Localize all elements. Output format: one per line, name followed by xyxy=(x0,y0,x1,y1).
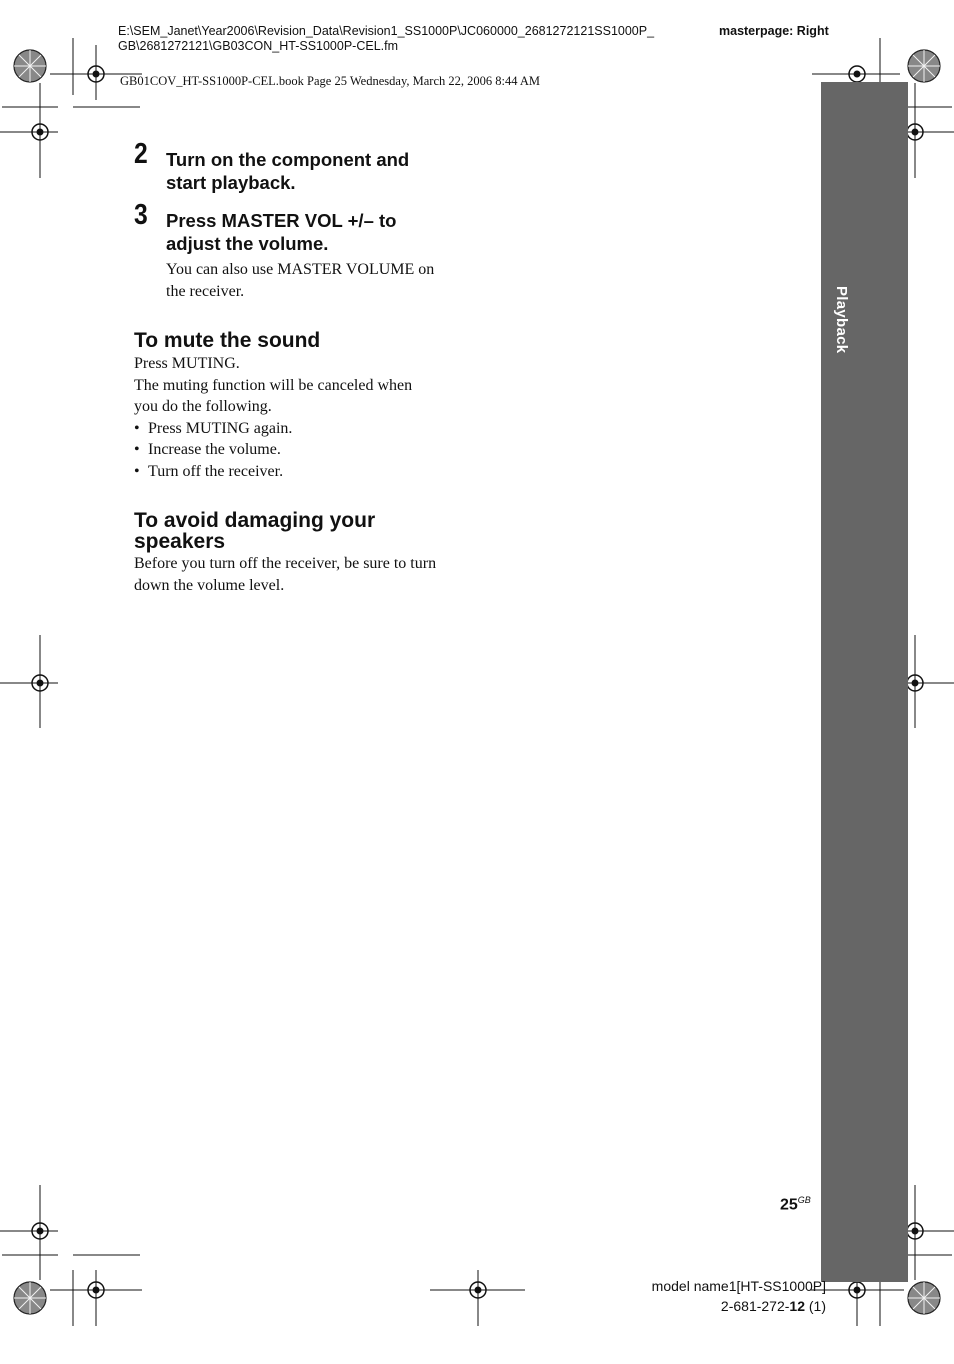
step-title xyxy=(166,209,396,255)
paragraph-line: The muting function will be canceled when xyxy=(134,376,413,394)
side-tab-label: Playback xyxy=(833,286,850,354)
paragraph-line: you do the following. xyxy=(134,398,272,415)
footer-code-suffix: (1) xyxy=(805,1298,826,1314)
footer-code-prefix: 2-681-272- xyxy=(720,1298,790,1314)
file-path-line2: GB\2681272121\GB03CON_HT-SS1000P-CEL.fm xyxy=(118,39,399,53)
list-item: • Increase the volume. xyxy=(134,439,464,461)
file-path-line1: E:\SEM_Janet\Year2006\Revision_Data\Revision1_SS1000P\JC060000_2681272121SS1000P_ xyxy=(118,24,655,38)
step-note xyxy=(166,259,434,302)
step-number: 3 xyxy=(134,199,147,231)
paragraph-line: Press MUTING. xyxy=(134,355,240,372)
heading-line: speakers xyxy=(134,530,226,553)
footer xyxy=(600,1276,826,1316)
step-title-line: Turn on the component and xyxy=(166,149,410,170)
step-note-line: the receiver. xyxy=(166,282,245,300)
page-number-suffix: GB xyxy=(797,1195,811,1205)
paragraph-line: Before you turn off the receiver, be sure to turn xyxy=(134,555,437,572)
paragraph-line: down the volume level. xyxy=(134,576,285,594)
section-heading: To mute the sound xyxy=(134,329,321,352)
book-info-line: GB01COV_HT-SS1000P-CEL.book Page 25 Wednesday, March 22, 2006 8:44 AM xyxy=(120,74,541,88)
side-tab xyxy=(821,82,908,1282)
section-heading xyxy=(134,510,375,552)
footer-model: model name1[HT-SS1000P] xyxy=(651,1278,826,1294)
step-number: 2 xyxy=(134,138,147,170)
footer-code xyxy=(600,1296,826,1316)
mute-section-body xyxy=(134,353,464,482)
step-title-line: adjust the volume. xyxy=(166,233,329,254)
footer-code-bold: 12 xyxy=(789,1298,805,1314)
speaker-section-body xyxy=(134,553,464,596)
page-number-value: 25 xyxy=(780,1196,798,1214)
bullet-list xyxy=(134,418,464,483)
step-title-line: start playback. xyxy=(166,172,296,193)
heading-line: To avoid damaging your xyxy=(134,509,376,532)
list-item: • Turn off the receiver. xyxy=(134,461,464,483)
masterpage-label: masterpage: Right xyxy=(719,24,829,38)
list-item: • Press MUTING again. xyxy=(134,418,464,440)
file-path-header xyxy=(118,24,654,54)
page-number xyxy=(780,1195,811,1214)
step-note-line: You can also use MASTER VOLUME on xyxy=(166,261,435,278)
step-title-line: Press MASTER VOL +/– to xyxy=(166,210,397,231)
step-title xyxy=(166,148,409,194)
